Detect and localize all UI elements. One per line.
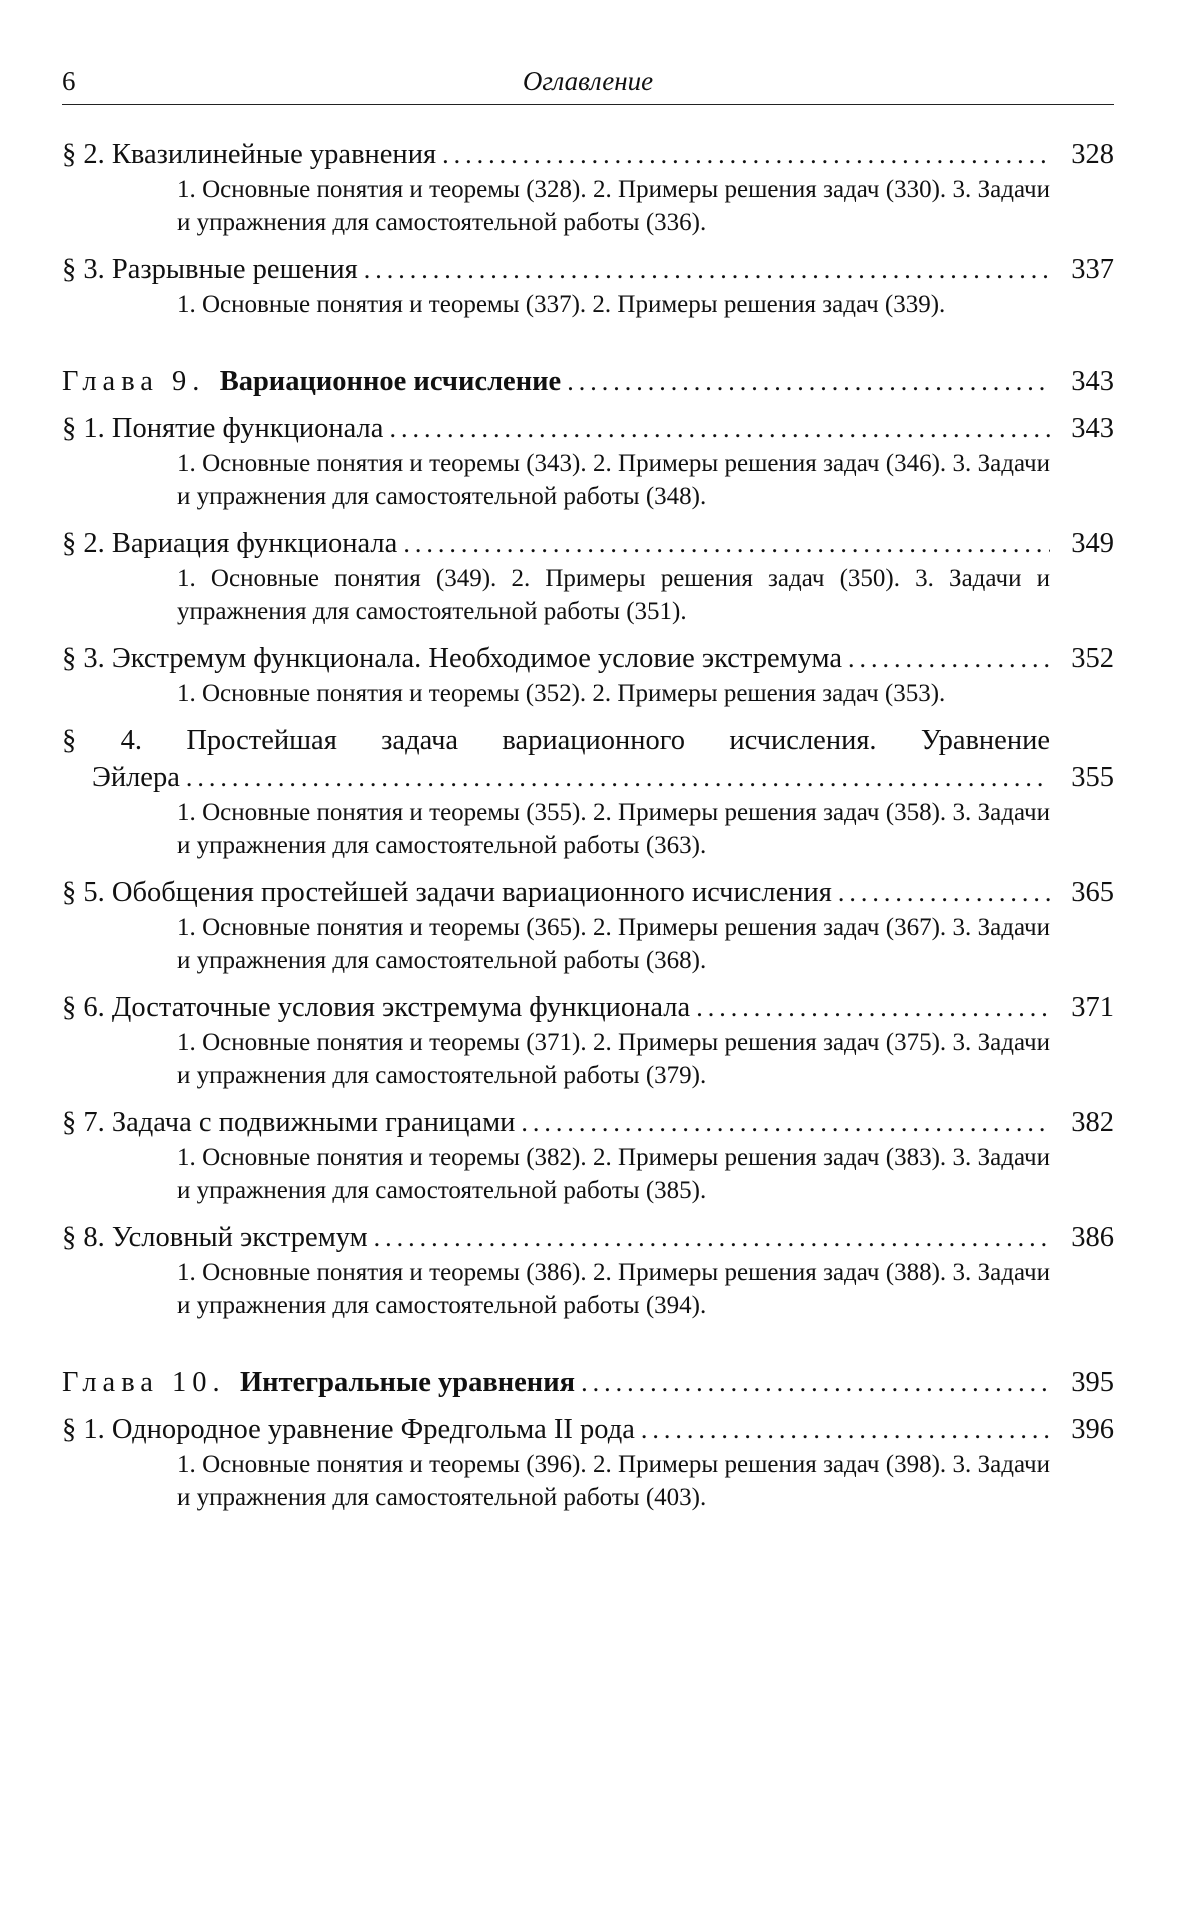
page-header <box>62 64 1114 105</box>
section-title: § 7. Задача с подвижными границами <box>62 1107 516 1138</box>
section-title: § 6. Достаточные условия экстремума функционала <box>62 992 691 1023</box>
dot-leader <box>389 410 1050 447</box>
toc-chapter-9 <box>62 363 1114 400</box>
section-page: 386 <box>1071 1222 1114 1253</box>
section-page: 382 <box>1071 1107 1114 1138</box>
toc-section-9-6 <box>62 989 1114 1092</box>
chapter-word: Глава 9. <box>62 366 206 397</box>
dot-leader <box>521 1104 1050 1141</box>
chapter-title: Интегральные уравнения <box>239 1367 576 1398</box>
section-title-line-2: Эйлера <box>92 762 180 793</box>
dot-leader <box>696 989 1050 1026</box>
section-page: 396 <box>1071 1414 1114 1445</box>
running-title: Оглавление <box>522 66 654 96</box>
dot-leader <box>364 251 1050 288</box>
section-subtopics: 1. Основные понятия и теоремы (386). 2. Примеры решения задач (388). 3. Задачи и упражнения для самостоятельной работы (394). <box>177 1259 1050 1319</box>
section-title: § 3. Экстремум функционала. Необходимое условие экстремума <box>62 643 843 674</box>
toc-section-9-4 <box>62 722 1114 862</box>
section-page: 343 <box>1071 413 1114 444</box>
section-page: 328 <box>1071 139 1114 170</box>
toc-section-9-7 <box>62 1104 1114 1207</box>
section-subtopics: 1. Основные понятия и теоремы (352). 2. Примеры решения задач (353). <box>177 680 946 707</box>
section-subtopics: 1. Основные понятия и теоремы (382). 2. Примеры решения задач (383). 3. Задачи и упражнения для самостоятельной работы (385). <box>177 1144 1050 1204</box>
dot-leader <box>442 136 1050 173</box>
section-title: § 2. Вариация функционала <box>62 528 398 559</box>
section-title: § 1. Однородное уравнение Фредгольма II рода <box>62 1414 635 1445</box>
chapter-page: 343 <box>1071 366 1114 397</box>
toc-chapter-10 <box>62 1364 1114 1401</box>
section-subtopics: 1. Основные понятия и теоремы (396). 2. Примеры решения задач (398). 3. Задачи и упражнения для самостоятельной работы (403). <box>177 1451 1050 1511</box>
section-page: 352 <box>1071 643 1114 674</box>
chapter-heading <box>62 1364 575 1401</box>
toc-section-9-8 <box>62 1219 1114 1322</box>
dot-leader <box>374 1219 1050 1256</box>
section-subtopics: 1. Основные понятия и теоремы (337). 2. Примеры решения задач (339). <box>177 291 946 318</box>
toc-section-10-1 <box>62 1411 1114 1514</box>
chapter-page: 395 <box>1071 1367 1114 1398</box>
section-subtopics: 1. Основные понятия (349). 2. Примеры решения задач (350). 3. Задачи и упражнения для самостоятельной работы (351). <box>177 565 1050 625</box>
toc-section-8-3 <box>62 251 1114 321</box>
chapter-heading <box>62 363 561 400</box>
section-title: § 8. Условный экстремум <box>62 1222 368 1253</box>
section-title: § 2. Квазилинейные уравнения <box>62 139 437 170</box>
dot-leader <box>641 1411 1050 1448</box>
section-subtopics: 1. Основные понятия и теоремы (355). 2. Примеры решения задач (358). 3. Задачи и упражнения для самостоятельной работы (363). <box>177 799 1050 859</box>
dot-leader <box>567 363 1050 400</box>
dot-leader <box>186 759 1050 796</box>
section-subtopics: 1. Основные понятия и теоремы (365). 2. Примеры решения задач (367). 3. Задачи и упражнения для самостоятельной работы (368). <box>177 914 1050 974</box>
section-subtopics: 1. Основные понятия и теоремы (371). 2. Примеры решения задач (375). 3. Задачи и упражнения для самостоятельной работы (379). <box>177 1029 1050 1089</box>
section-page: 355 <box>1071 762 1114 793</box>
toc-section-9-1 <box>62 410 1114 513</box>
section-page: 337 <box>1071 254 1114 285</box>
section-title: § 3. Разрывные решения <box>62 254 358 285</box>
section-page: 371 <box>1071 992 1114 1023</box>
section-title: § 1. Понятие функционала <box>62 413 384 444</box>
section-page: 365 <box>1071 877 1114 908</box>
dot-leader <box>848 640 1050 677</box>
dot-leader <box>581 1364 1050 1401</box>
toc-section-9-5 <box>62 874 1114 977</box>
section-page: 349 <box>1071 528 1114 559</box>
dot-leader <box>403 525 1050 562</box>
page-number: 6 <box>62 66 76 96</box>
toc-section-8-2 <box>62 136 1114 239</box>
section-title: § 5. Обобщения простейшей задачи вариационного исчисления <box>62 877 832 908</box>
toc-section-9-3 <box>62 640 1114 710</box>
toc-section-9-2 <box>62 525 1114 628</box>
section-subtopics: 1. Основные понятия и теоремы (328). 2. Примеры решения задач (330). 3. Задачи и упражнения для самостоятельной работы (336). <box>177 176 1050 236</box>
chapter-word: Глава 10. <box>62 1367 226 1398</box>
section-subtopics: 1. Основные понятия и теоремы (343). 2. Примеры решения задач (346). 3. Задачи и упражнения для самостоятельной работы (348). <box>177 450 1050 510</box>
section-title-line-1: § 4. Простейшая задача вариационного исчисления. Уравнение <box>62 725 1050 756</box>
dot-leader <box>838 874 1050 911</box>
chapter-title: Вариационное исчисление <box>219 366 562 397</box>
table-of-contents <box>62 136 1114 1526</box>
